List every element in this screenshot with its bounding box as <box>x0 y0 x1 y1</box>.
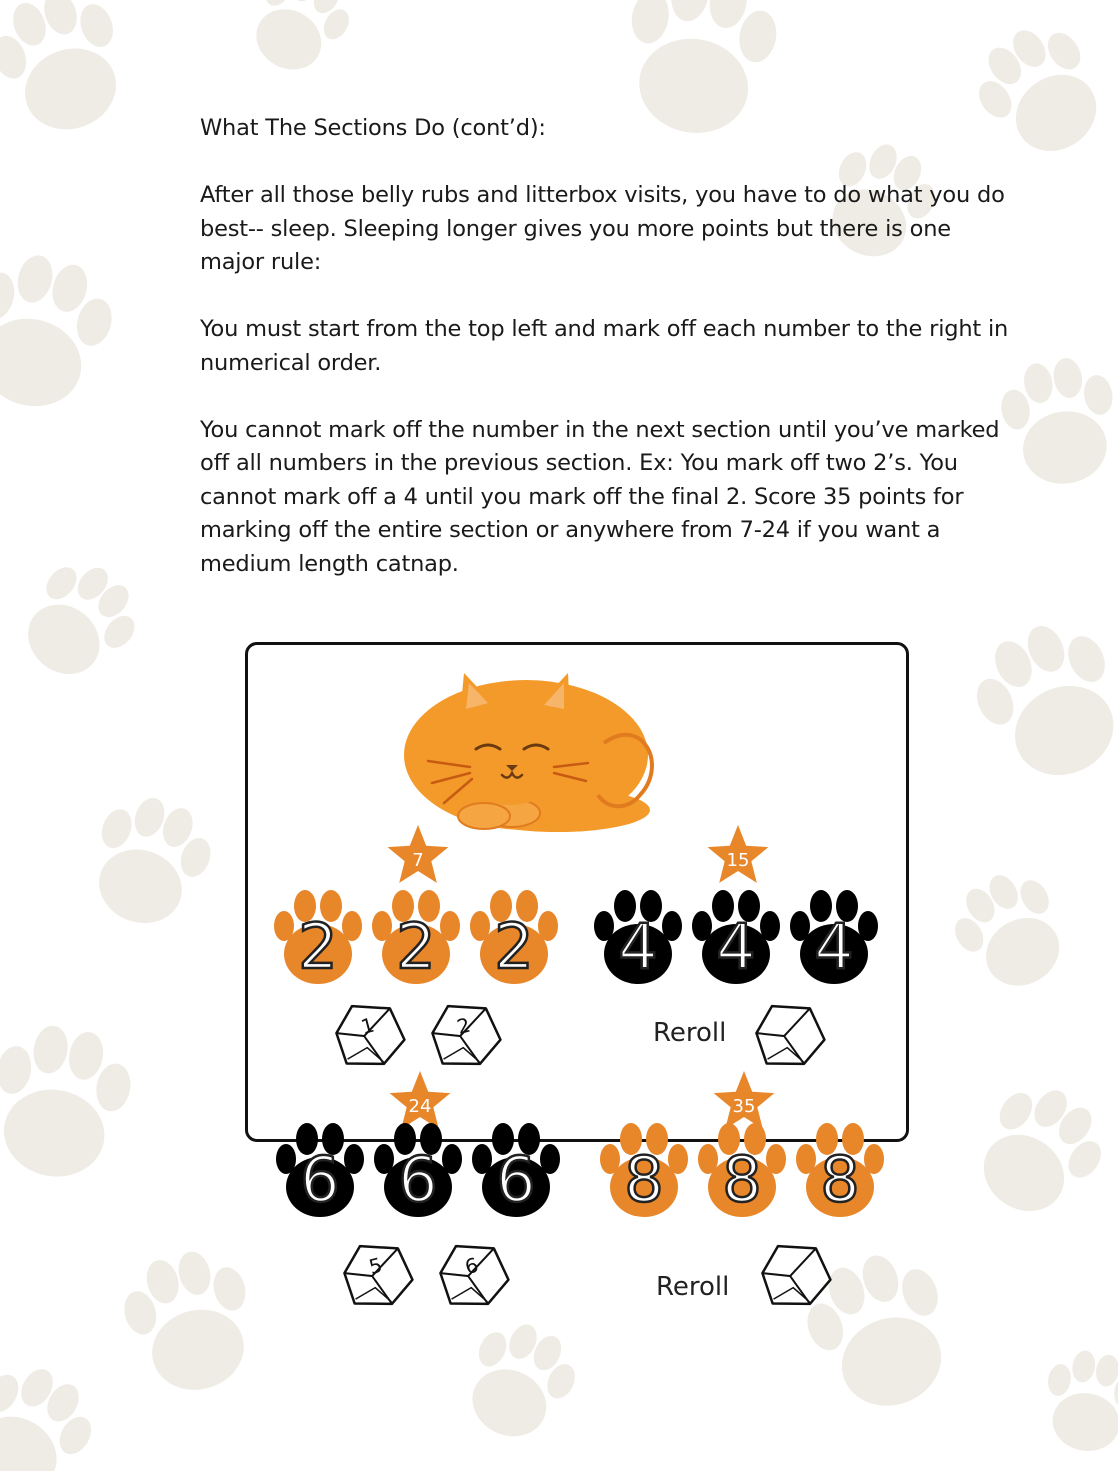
paw-number: 6 <box>398 1143 438 1216</box>
die-number: 6 <box>462 1252 481 1280</box>
paw-number: 2 <box>494 910 534 983</box>
paw-number: 6 <box>300 1143 340 1216</box>
sleep-section-4 <box>594 825 878 1074</box>
die-icon[interactable] <box>427 995 505 1073</box>
die-number: 1 <box>358 1012 377 1040</box>
paw-print-box[interactable] <box>594 890 682 984</box>
background-paw-icon <box>75 784 223 939</box>
background-paw-icon <box>0 243 124 422</box>
sleep-scoresheet <box>245 642 909 1302</box>
background-paw-icon <box>957 1069 1118 1235</box>
die-number: 5 <box>366 1252 385 1280</box>
paw-print-box[interactable] <box>692 890 780 984</box>
paw-number: 8 <box>820 1143 860 1216</box>
paw-number: 4 <box>814 910 854 983</box>
background-paw-icon <box>939 858 1082 1005</box>
paw-print-box[interactable] <box>790 890 878 984</box>
die-icon[interactable] <box>751 995 829 1073</box>
die-number: 2 <box>454 1012 473 1040</box>
sleeping-cat-icon <box>404 673 652 832</box>
paw-number: 2 <box>396 910 436 983</box>
background-paw-icon <box>0 1017 139 1187</box>
background-paw-icon <box>450 1310 589 1454</box>
background-paw-icon <box>0 1350 108 1471</box>
paw-number: 2 <box>298 910 338 983</box>
star-bonus-icon <box>714 1071 775 1129</box>
paragraph-order-rule: You must start from the top left and mark off each number to the right in numerical order. <box>200 316 1009 376</box>
background-paw-icon <box>236 0 363 87</box>
star-value: 24 <box>408 1096 432 1117</box>
paw-number: 4 <box>618 910 658 983</box>
background-paw-icon <box>0 0 142 147</box>
reroll-label-upper: Reroll <box>653 1018 727 1048</box>
background-paw-icon <box>113 1240 267 1404</box>
paw-number: 8 <box>624 1143 664 1216</box>
die-icon[interactable] <box>331 995 409 1073</box>
rules-text <box>200 112 1020 615</box>
star-value: 35 <box>732 1096 756 1117</box>
paw-number: 6 <box>496 1143 536 1216</box>
background-paw-icon <box>959 606 1118 798</box>
star-bonus-icon <box>708 825 769 883</box>
paw-print-box[interactable] <box>470 890 558 984</box>
star-value: 15 <box>726 850 750 871</box>
paw-number: 8 <box>722 1143 762 1216</box>
sleep-section-2 <box>274 825 558 1074</box>
star-bonus-icon <box>388 825 449 883</box>
paragraph-sleep: After all those belly rubs and litterbox visits, you have to do what you do best-- sleep. Sleeping longer gives you more points but there is one major rule: <box>200 182 1005 275</box>
star-bonus-icon <box>390 1071 451 1129</box>
paw-print-box[interactable] <box>372 890 460 984</box>
star-value: 7 <box>412 850 424 871</box>
reroll-label-lower: Reroll <box>656 1272 730 1302</box>
section-heading: What The Sections Do (cont’d): <box>200 115 546 141</box>
paw-print-box[interactable] <box>274 890 362 984</box>
paw-number: 4 <box>716 910 756 983</box>
paragraph-section-rule: You cannot mark off the number in the next section until you’ve marked off all numbers in the previous section. Ex: You mark off two 2’s. You cannot mark off a 4 until you mark off the final 2. Score 35 points for marking off the entire section or anywhere from 7-24 if you want a medium length catnap. <box>200 416 1000 577</box>
background-paw-icon <box>4 546 153 696</box>
background-paw-icon <box>1037 1345 1118 1458</box>
